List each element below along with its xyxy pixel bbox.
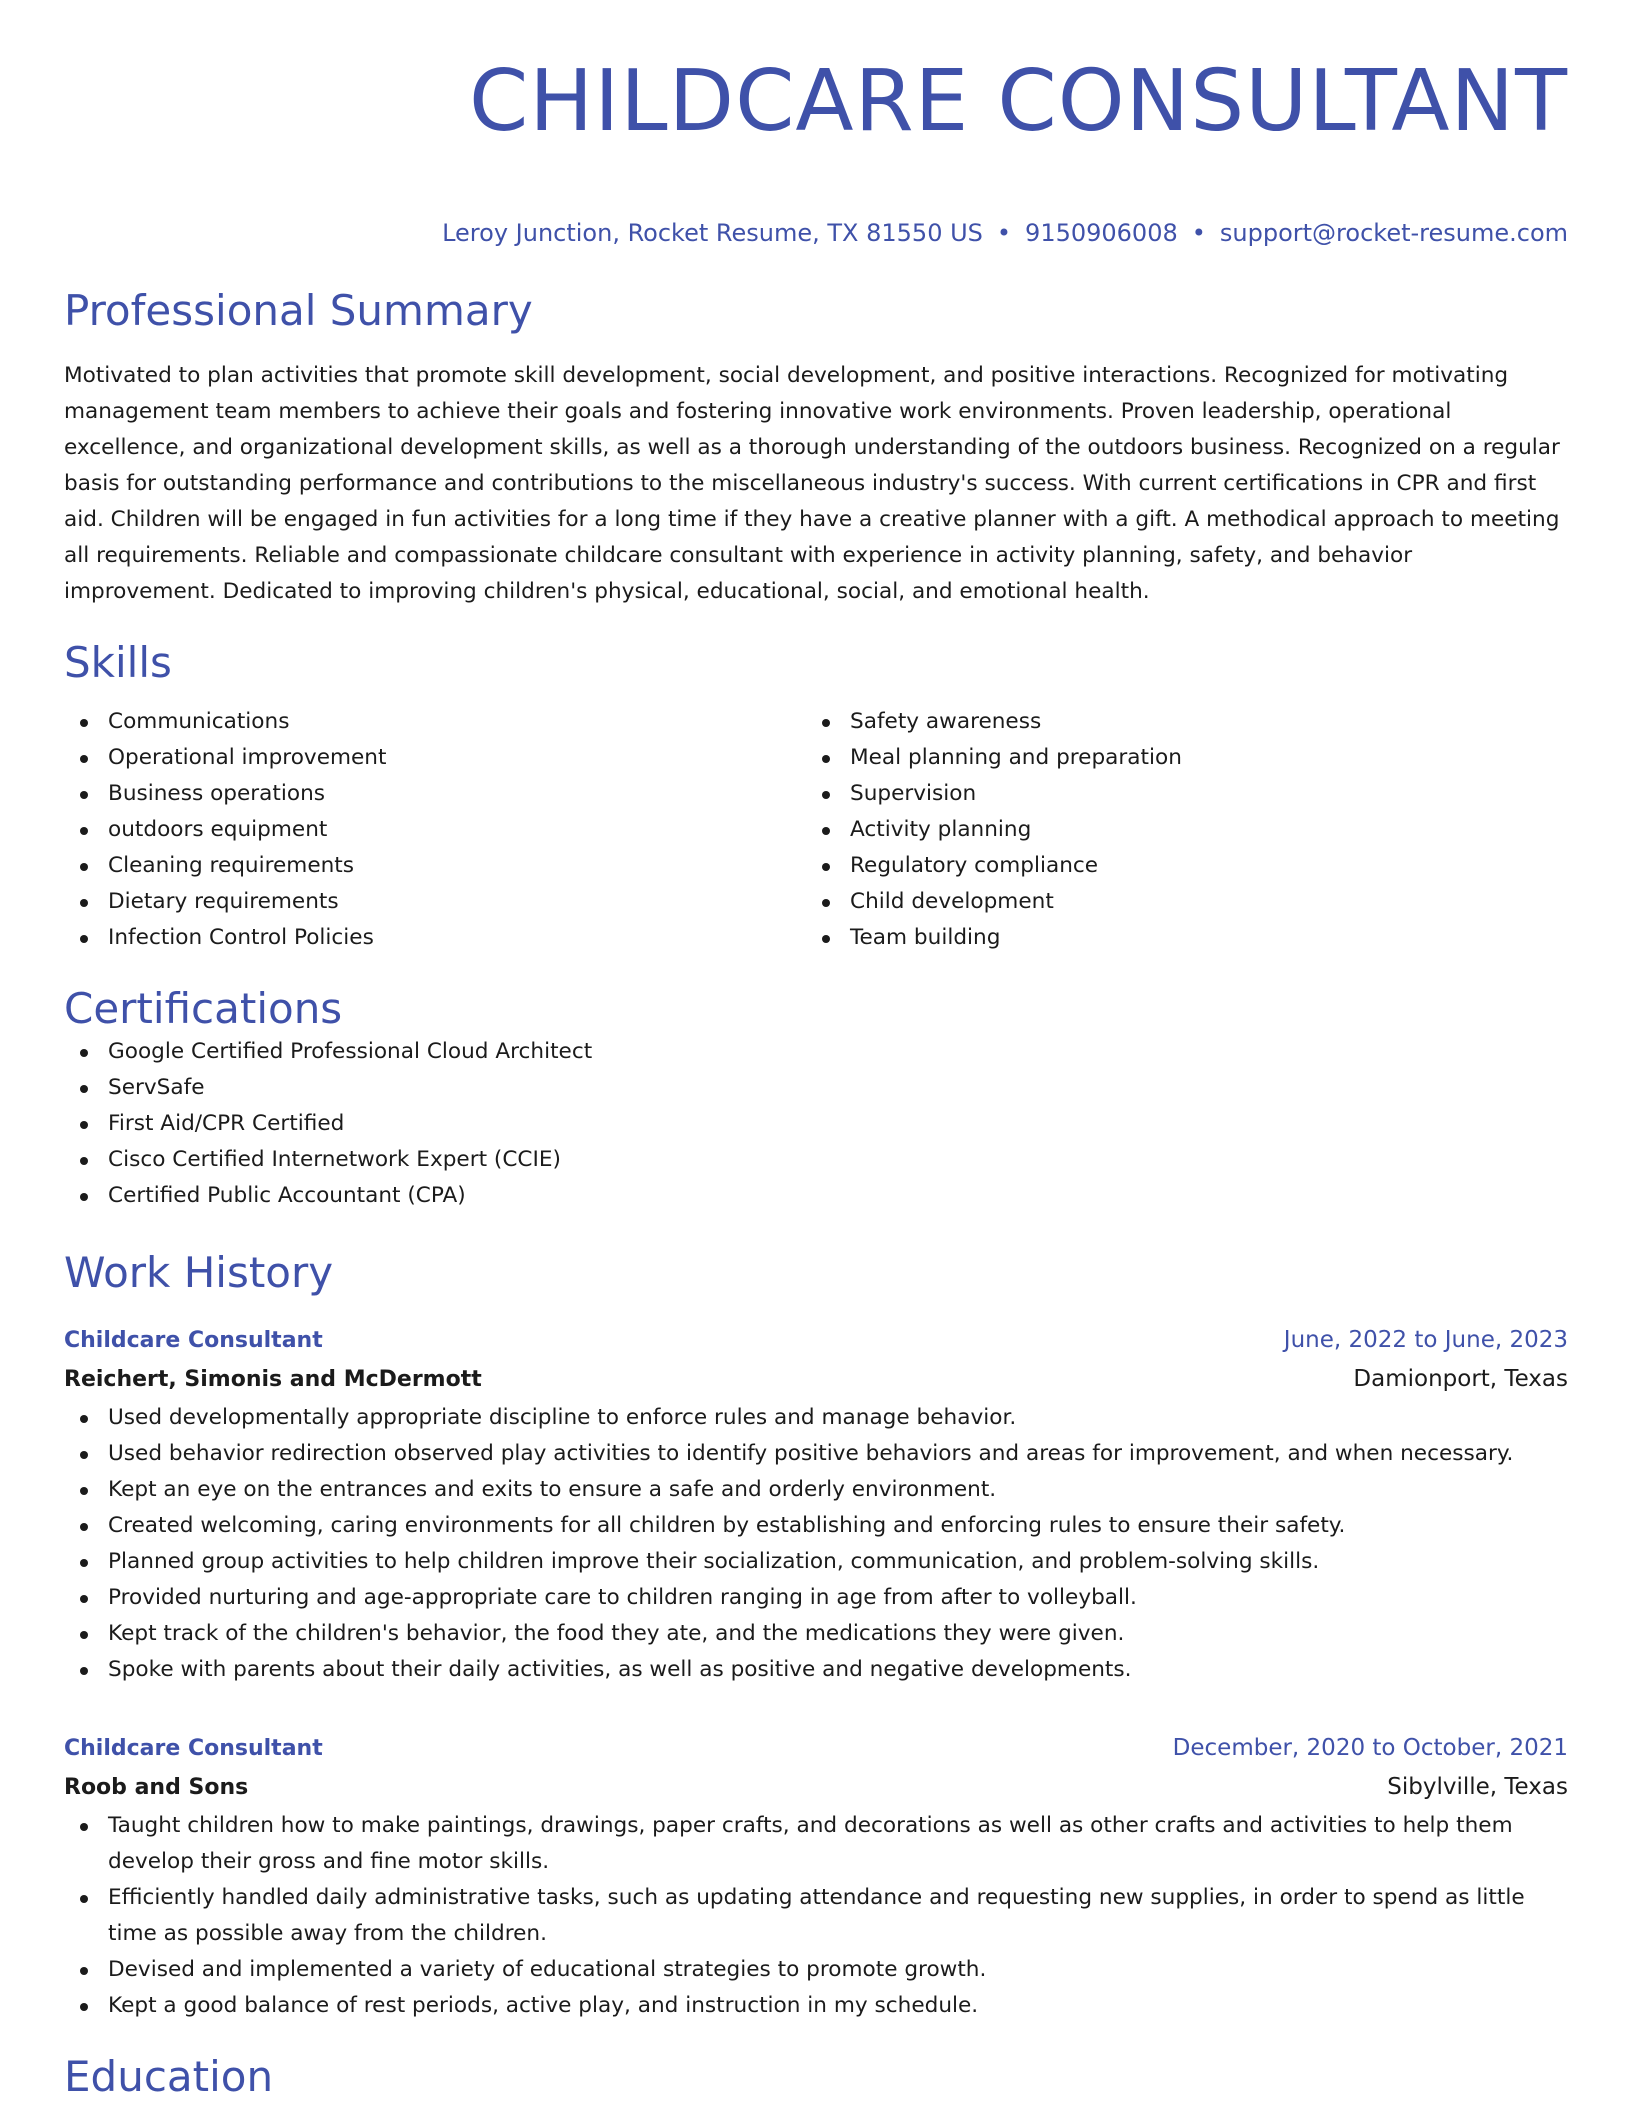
bullet-icon — [80, 1595, 88, 1603]
page-title: CHILDCARE CONSULTANT — [468, 52, 1568, 151]
list-item — [806, 740, 1548, 776]
list-item — [64, 1070, 1568, 1106]
skills-heading: Skills — [64, 638, 172, 687]
list-item — [806, 920, 1548, 956]
bullet-icon — [80, 719, 88, 727]
bullet-icon — [80, 791, 88, 799]
skill-label: Safety awareness — [850, 709, 1042, 734]
skill-label: Cleaning requirements — [108, 853, 355, 878]
list-item — [64, 1142, 1568, 1178]
certification-label: ServSafe — [108, 1075, 205, 1100]
list-item — [64, 812, 806, 848]
bullet-icon — [822, 755, 830, 763]
bullet-icon — [80, 1487, 88, 1495]
job-location: Sibylville, Texas — [1387, 1774, 1568, 1800]
list-item — [64, 1436, 1568, 1472]
job-bullet-text: Provided nurturing and age-appropriate care to children ranging in age from after to volleyball. — [108, 1585, 1137, 1610]
certifications-heading: Certifications — [64, 984, 343, 1033]
bullet-icon — [80, 1415, 88, 1423]
job-bullet-text: Used behavior redirection observed play activities to identify positive behaviors and areas for improvement, and when necessary. — [108, 1441, 1514, 1466]
bullet-icon — [80, 2003, 88, 2011]
job-company: Reichert, Simonis and McDermott — [64, 1367, 482, 1392]
skill-label: Dietary requirements — [108, 889, 339, 914]
bullet-icon — [80, 935, 88, 943]
skills-list-right — [806, 704, 1548, 956]
bullet-icon — [80, 1823, 88, 1831]
summary-text: Motivated to plan activities that promote skill development, social development, and positive interactions. Recognized for motivating management team members to achieve their goals and fostering innovative work environments. Proven leadership, operational excellence, and organizational development skills, as well as a thorough understanding of the outdoors business. Recognized on a regular basis for outstanding performance and contributions to the miscellaneous industry's success. With current certifications in CPR and first aid. Children will be engaged in fun activities for a long time if they have a creative planner with a gift. A methodical approach to meeting all requirements. Reliable and compassionate childcare consultant with experience in activity planning, safety, and behavior improvement. Dedicated to improving children's physical, educational, social, and emotional health. — [64, 363, 1560, 604]
bullet-icon — [80, 827, 88, 835]
summary-heading: Professional Summary — [64, 286, 533, 335]
list-item — [64, 1472, 1568, 1508]
list-item — [64, 1106, 1568, 1142]
bullet-icon — [80, 899, 88, 907]
job-company-row — [64, 1767, 1568, 1808]
certification-label: Google Certified Professional Cloud Architect — [108, 1039, 593, 1064]
bullet-icon — [80, 1193, 88, 1201]
job-bullet-text: Kept a good balance of rest periods, active play, and instruction in my schedule. — [108, 1993, 979, 2018]
job-entry — [64, 1322, 1568, 1688]
job-bullet-list — [64, 1808, 1568, 2024]
certification-label: First Aid/CPR Certified — [108, 1111, 345, 1136]
bullet-icon — [80, 1667, 88, 1675]
list-item — [64, 1952, 1568, 1988]
bullet-icon — [80, 1967, 88, 1975]
skills-grid — [64, 704, 1568, 956]
certification-label: Cisco Certified Internetwork Expert (CCIE) — [108, 1147, 561, 1172]
skills-column-left — [64, 704, 806, 956]
certifications-list — [64, 1034, 1568, 1214]
list-item — [806, 848, 1548, 884]
list-item — [64, 884, 806, 920]
job-bullet-text: Devised and implemented a variety of educational strategies to promote growth. — [108, 1957, 987, 1982]
skill-label: Business operations — [108, 781, 326, 806]
list-item — [64, 1544, 1568, 1580]
list-item — [64, 740, 806, 776]
list-item — [64, 1988, 1568, 2024]
list-item — [64, 1178, 1568, 1214]
job-dates: December, 2020 to October, 2021 — [1172, 1735, 1568, 1761]
list-item — [64, 704, 806, 740]
bullet-icon — [80, 755, 88, 763]
job-bullet-list — [64, 1400, 1568, 1688]
bullet-icon — [822, 827, 830, 835]
certification-label: Certified Public Accountant (CPA) — [108, 1183, 466, 1208]
bullet-icon — [822, 791, 830, 799]
list-item — [64, 1616, 1568, 1652]
job-bullet-text: Kept an eye on the entrances and exits to ensure a safe and orderly environment. — [108, 1477, 997, 1502]
job-header-row — [64, 1730, 1568, 1767]
contact-email: support@rocket-resume.com — [1219, 219, 1568, 247]
skill-label: Supervision — [850, 781, 977, 806]
list-item — [806, 812, 1548, 848]
skill-label: outdoors equipment — [108, 817, 328, 842]
bullet-icon — [80, 1121, 88, 1129]
work-history-heading: Work History — [64, 1248, 334, 1297]
bullet-icon — [822, 719, 830, 727]
bullet-icon — [80, 1895, 88, 1903]
list-item — [64, 1652, 1568, 1688]
bullet-icon — [80, 1523, 88, 1531]
job-location: Damionport, Texas — [1353, 1366, 1568, 1392]
job-entry — [64, 1730, 1568, 2024]
job-title: Childcare Consultant — [64, 1736, 323, 1761]
list-item — [806, 704, 1548, 740]
list-item — [64, 1808, 1568, 1880]
job-bullet-text: Used developmentally appropriate discipline to enforce rules and manage behavior. — [108, 1405, 1017, 1430]
skill-label: Infection Control Policies — [108, 925, 374, 950]
job-bullet-text: Spoke with parents about their daily activities, as well as positive and negative developments. — [108, 1657, 1132, 1682]
list-item — [64, 1580, 1568, 1616]
skill-label: Activity planning — [850, 817, 1032, 842]
list-item — [64, 1400, 1568, 1436]
list-item — [64, 1034, 1568, 1070]
bullet-icon — [80, 1049, 88, 1057]
job-bullet-text: Kept track of the children's behavior, the food they ate, and the medications they were given. — [108, 1621, 1125, 1646]
contact-line — [64, 218, 1568, 248]
contact-separator: • — [1191, 219, 1206, 247]
bullet-icon — [80, 1631, 88, 1639]
bullet-icon — [80, 1085, 88, 1093]
job-bullet-text: Efficiently handled daily administrative tasks, such as updating attendance and requesting new supplies, in order to spend as little time as possible away from the children. — [108, 1885, 1525, 1946]
skills-list-left — [64, 704, 806, 956]
bullet-icon — [80, 1559, 88, 1567]
job-company-row — [64, 1359, 1568, 1400]
skill-label: Child development — [850, 889, 1054, 914]
skills-column-right — [806, 704, 1548, 956]
contact-address: Leroy Junction, Rocket Resume, TX 81550 US — [442, 219, 983, 247]
job-bullet-text: Taught children how to make paintings, drawings, paper crafts, and decorations as well as other crafts and activities to help them develop their gross and fine motor skills. — [108, 1813, 1513, 1874]
job-bullet-text: Planned group activities to help children improve their socialization, communication, and problem-solving skills. — [108, 1549, 1320, 1574]
skill-label: Operational improvement — [108, 745, 387, 770]
list-item — [64, 848, 806, 884]
skill-label: Regulatory compliance — [850, 853, 1099, 878]
skill-label: Communications — [108, 709, 290, 734]
contact-separator: • — [996, 219, 1012, 247]
list-item — [64, 1880, 1568, 1952]
education-heading: Education — [64, 2052, 274, 2101]
job-title: Childcare Consultant — [64, 1328, 323, 1353]
bullet-icon — [80, 1157, 88, 1165]
job-company: Roob and Sons — [64, 1775, 249, 1800]
contact-phone: 9150906008 — [1025, 219, 1178, 247]
skill-label: Meal planning and preparation — [850, 745, 1182, 770]
list-item — [806, 884, 1548, 920]
job-dates: June, 2022 to June, 2023 — [1283, 1327, 1568, 1353]
list-item — [806, 776, 1548, 812]
job-header-row — [64, 1322, 1568, 1359]
list-item — [64, 920, 806, 956]
list-item — [64, 776, 806, 812]
bullet-icon — [80, 863, 88, 871]
job-bullet-text: Created welcoming, caring environments for all children by establishing and enforcing rules to ensure their safety. — [108, 1513, 1346, 1538]
bullet-icon — [822, 863, 830, 871]
skill-label: Team building — [850, 925, 1001, 950]
bullet-icon — [80, 1451, 88, 1459]
list-item — [64, 1508, 1568, 1544]
bullet-icon — [822, 935, 830, 943]
bullet-icon — [822, 899, 830, 907]
